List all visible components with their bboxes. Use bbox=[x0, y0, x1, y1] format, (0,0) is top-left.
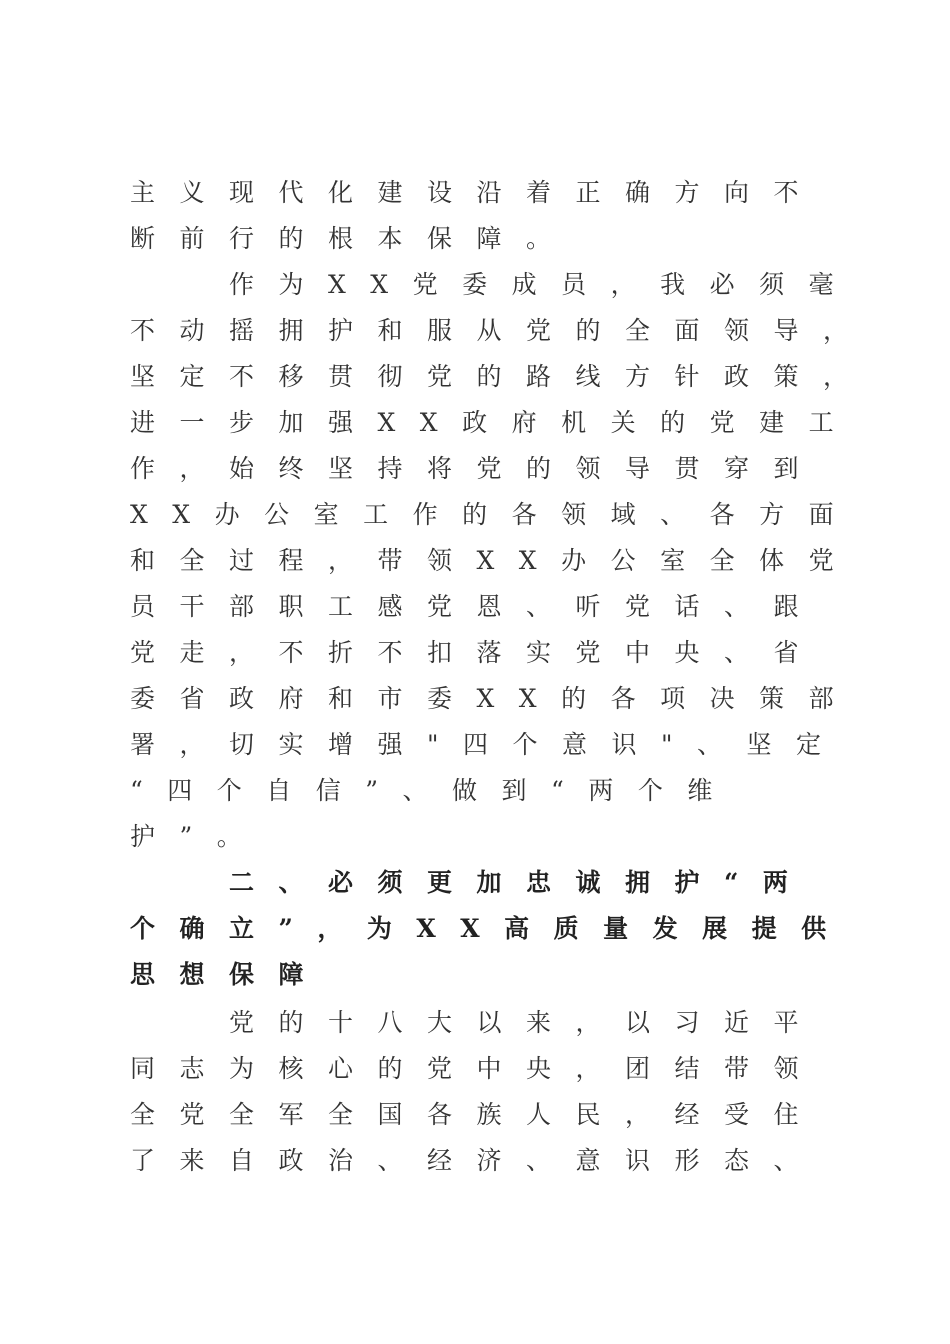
body-text-line: “四个自信”、做到“两个维 bbox=[130, 776, 737, 805]
body-text-line: 署，切实增强"四个意识"、坚定 bbox=[130, 730, 846, 759]
body-text-line: 断前行的根本保障。 bbox=[130, 224, 576, 253]
section-heading-line: 二、必须更加忠诚拥护“两 bbox=[130, 868, 813, 897]
section-heading-line: 个确立”，为XX高质量发展提供 bbox=[130, 914, 851, 943]
body-text-line: 主义现代化建设沿着正确方向不 bbox=[130, 178, 824, 207]
body-text-line: 同志为核心的党中央，团结带领 bbox=[130, 1054, 824, 1083]
body-text-line: 全党全军全国各族人民，经受住 bbox=[130, 1100, 824, 1129]
body-text-line: 和全过程，带领XX办公室全体党 bbox=[130, 546, 859, 575]
body-text-line: 了来自政治、经济、意识形态、 bbox=[130, 1146, 824, 1175]
body-text-line: 护”。 bbox=[130, 822, 267, 851]
body-text-line: 不动摇拥护和服从党的全面领导， bbox=[130, 316, 873, 345]
paragraph-first-line: 党的十八大以来，以习近平 bbox=[130, 1008, 824, 1037]
body-text-line: XX办公室工作的各领域、各方面 bbox=[130, 500, 859, 529]
body-text-line: 党走，不折不扣落实党中央、省 bbox=[130, 638, 824, 667]
section-heading-line: 思想保障 bbox=[130, 960, 329, 989]
body-text-line: 作，始终坚持将党的领导贯穿到 bbox=[130, 454, 824, 483]
paragraph-first-line: 作为XX党委成员，我必须毫 bbox=[130, 270, 859, 299]
body-text-line: 进一步加强XX政府机关的党建工 bbox=[130, 408, 859, 437]
body-text-line: 委省政府和市委XX的各项决策部 bbox=[130, 684, 859, 713]
body-text-line: 员干部职工感党恩、听党话、跟 bbox=[130, 592, 824, 621]
body-text-line: 坚定不移贯彻党的路线方针政策， bbox=[130, 362, 873, 391]
